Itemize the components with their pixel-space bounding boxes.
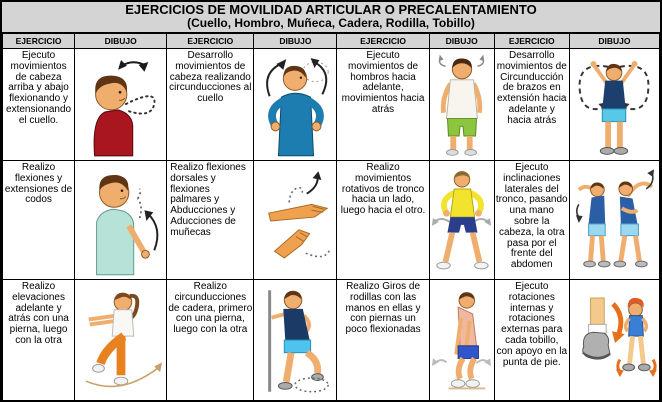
exercise-text-cell: Ejecuto movimientos de cabeza arriba y abajo flexionando y extensionando el cuello. (3, 49, 75, 161)
neck-flexion-extension-illustration (77, 53, 165, 157)
column-header-dibujo-3: DIBUJO (429, 34, 494, 49)
drawing-cell (569, 49, 659, 161)
exercise-text-cell: Realizo flexiones dorsales y flexiones palmares y Abducciones y Aducciones de muñecas (167, 161, 254, 280)
table-row (3, 280, 660, 402)
exercise-text-cell: Realizo Giros de rodillas con las manos en ellas y con piernas un poco flexionadas (337, 280, 429, 402)
drawing-cell (429, 161, 494, 280)
drawing-cell (429, 49, 494, 161)
exercise-text-cell: Realizo movimientos rotativos de tronco hacia un lado, luego hacia el otro. (337, 161, 429, 280)
column-header-ejercicio-2: EJERCICIO (167, 34, 254, 49)
wrist-movements-illustration (256, 165, 335, 276)
exercise-text-cell: Desarrollo movimientos de Circunducción de brazos en extensión hacia adelante y hacia atrás (494, 49, 569, 161)
column-header-ejercicio-1: EJERCICIO (3, 34, 75, 49)
neck-circumduction-illustration (256, 53, 335, 157)
hip-circumduction-illustration (256, 284, 335, 398)
exercise-text-cell: Realizo elevaciones adelante y atrás con una pierna, luego con la otra (3, 280, 75, 402)
exercise-text-cell: Ejecuto inclinaciones laterales del tronco, pasando una mano sobre la cabeza, la otra pasa por el frente del abdomen (494, 161, 569, 280)
drawing-cell (569, 161, 659, 280)
column-header-ejercicio-3: EJERCICIO (337, 34, 429, 49)
page-title: EJERCICIOS DE MOVILIDAD ARTICULAR O PRECALENTAMIENTO (125, 2, 537, 17)
elbow-flexion-illustration (77, 165, 165, 276)
drawing-cell (254, 49, 337, 161)
column-header-ejercicio-4: EJERCICIO (494, 34, 569, 49)
exercise-table (2, 33, 660, 402)
drawing-cell (254, 280, 337, 402)
exercise-text-cell: Realizo flexiones y extensiones de codos (3, 161, 75, 280)
drawing-cell (75, 49, 167, 161)
column-header-dibujo-1: DIBUJO (75, 34, 167, 49)
leg-elevation-illustration (77, 284, 165, 398)
arm-circumduction-illustration (571, 53, 657, 157)
table-header-row (3, 34, 660, 49)
exercise-text-cell: Ejecuto movimientos de hombros hacia adelante, movimientos hacia atrás (337, 49, 429, 161)
column-header-dibujo-4: DIBUJO (569, 34, 659, 49)
trunk-rotation-illustration (431, 165, 492, 276)
exercise-text-cell: Desarrollo movimientos de cabeza realizando circunducciones al cuello (167, 49, 254, 161)
table-row (3, 49, 660, 161)
drawing-cell (75, 161, 167, 280)
page-subtitle: (Cuello, Hombro, Muñeca, Cadera, Rodilla, Tobillo) (187, 16, 475, 30)
drawing-cell (429, 280, 494, 402)
drawing-cell (75, 280, 167, 402)
table-row (3, 161, 660, 280)
drawing-cell (254, 161, 337, 280)
shoulder-movements-illustration (431, 53, 492, 157)
exercise-text-cell: Realizo circunducciones de cadera, primero con una pierna, luego con la otra (167, 280, 254, 402)
column-header-dibujo-2: DIBUJO (254, 34, 337, 49)
ankle-rotation-illustration (571, 284, 657, 398)
lateral-trunk-inclination-illustration (571, 165, 657, 276)
knee-rotation-illustration (431, 284, 492, 398)
worksheet-header (2, 2, 660, 33)
exercise-text-cell: Ejecuto rotaciones internas y rotaciones externas para cada tobillo, con apoyo en la punta de pie. (494, 280, 569, 402)
drawing-cell (569, 280, 659, 402)
